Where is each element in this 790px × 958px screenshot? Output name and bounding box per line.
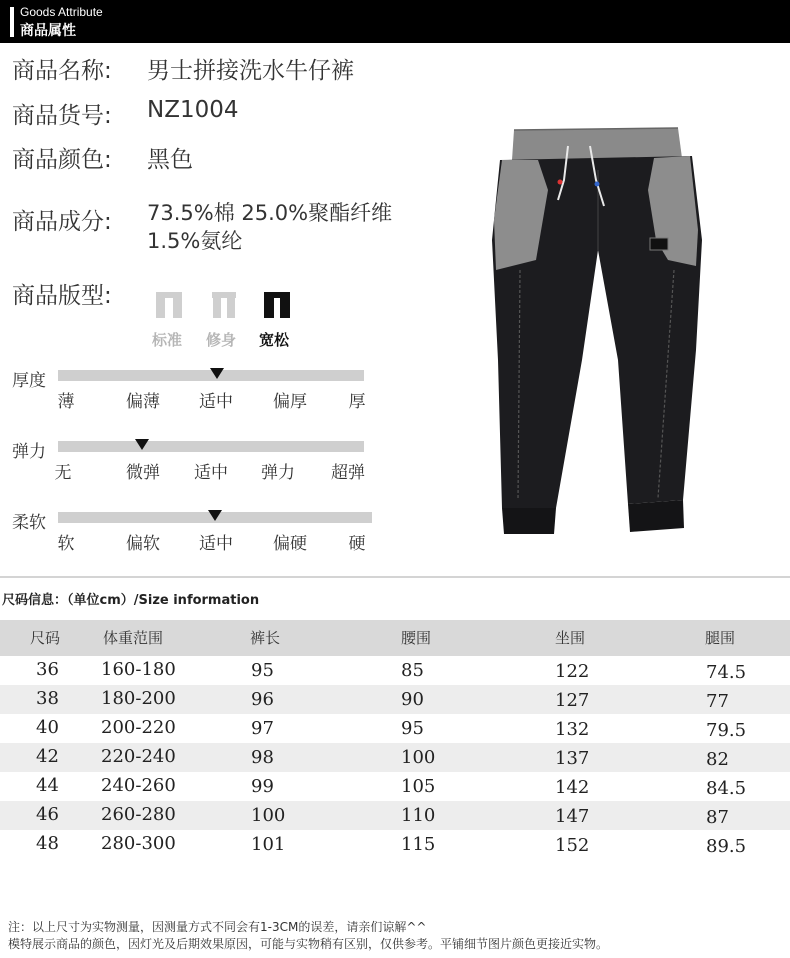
table-cell: 200-220 <box>101 717 176 738</box>
table-cell: 142 <box>555 777 590 798</box>
table-cell: 100 <box>401 747 436 768</box>
scale-softness-tick: 偏软 <box>126 534 160 554</box>
attr-material-row <box>12 197 412 257</box>
scale-elasticity-title: 弹力 <box>12 442 46 462</box>
size-table-header-cell: 坐围 <box>555 629 586 647</box>
table-cell: 99 <box>251 776 274 797</box>
attr-color-value: 黑色 <box>147 147 193 173</box>
table-cell: 152 <box>555 835 590 856</box>
fit-standard-icon <box>156 292 182 318</box>
header-title-cn: 商品属性 <box>20 23 76 39</box>
section-header <box>0 0 790 43</box>
scale-elasticity-tick: 无 <box>54 463 72 483</box>
table-cell: 240-260 <box>101 775 176 796</box>
scale-thickness-tick: 偏厚 <box>273 392 307 412</box>
scale-thickness-tick: 适中 <box>199 392 233 412</box>
table-cell: 127 <box>555 690 590 711</box>
fit-slim-icon <box>211 292 237 318</box>
fit-loose-icon <box>264 292 290 318</box>
table-cell: 147 <box>555 806 590 827</box>
table-cell: 220-240 <box>101 746 176 767</box>
table-cell: 95 <box>401 718 424 739</box>
scale-softness-tick: 偏硬 <box>273 534 307 554</box>
table-cell: 97 <box>251 718 274 739</box>
table-cell: 74.5 <box>706 662 747 683</box>
attr-material-value-1: 73.5%棉 25.0%聚酯纤维 <box>147 201 393 225</box>
header-accent-bar <box>10 7 14 37</box>
table-cell: 280-300 <box>101 833 176 854</box>
attr-material-label: 商品成分: <box>12 209 112 235</box>
size-table-header-cell: 尺码 <box>30 629 61 647</box>
section-divider <box>0 576 790 578</box>
fit-label-standard: 标准 <box>152 331 183 349</box>
table-row <box>0 743 790 772</box>
table-cell: 85 <box>401 660 424 681</box>
scale-softness-tick: 软 <box>57 534 75 554</box>
table-cell: 115 <box>401 834 436 855</box>
scale-thickness-tick: 薄 <box>57 392 75 412</box>
scale-elasticity-tick: 适中 <box>194 463 228 483</box>
table-cell: 105 <box>401 776 436 797</box>
scale-softness-title: 柔软 <box>12 513 46 533</box>
table-cell: 90 <box>401 689 424 710</box>
table-cell: 38 <box>36 688 59 709</box>
table-cell: 180-200 <box>101 688 176 709</box>
scale-elasticity-marker <box>135 439 149 450</box>
table-cell: 95 <box>251 660 274 681</box>
scale-softness-tick: 硬 <box>348 534 366 554</box>
table-cell: 122 <box>555 661 590 682</box>
table-cell: 160-180 <box>101 659 176 680</box>
attr-name-value: 男士拼接洗水牛仔裤 <box>147 58 354 84</box>
table-cell: 137 <box>555 748 590 769</box>
size-info-title: 尺码信息：（单位cm）/Size information <box>2 593 260 608</box>
table-row <box>0 714 790 743</box>
table-cell: 101 <box>251 834 286 855</box>
scale-elasticity-tick: 弹力 <box>261 463 295 483</box>
fit-label-loose: 宽松 <box>259 331 290 349</box>
scale-thickness-tick: 厚 <box>348 392 366 412</box>
scale-elasticity-tick: 超弹 <box>331 463 365 483</box>
scale-thickness-tick: 偏薄 <box>126 392 160 412</box>
fit-label-slim: 修身 <box>206 331 237 349</box>
table-row <box>0 772 790 801</box>
table-cell: 40 <box>36 717 59 738</box>
table-cell: 77 <box>706 691 729 712</box>
table-cell: 82 <box>706 749 729 770</box>
table-row <box>0 656 790 685</box>
size-table-header-cell: 裤长 <box>250 629 281 647</box>
table-cell: 98 <box>251 747 274 768</box>
scale-softness-marker <box>208 510 222 521</box>
scale-thickness-title: 厚度 <box>12 371 46 391</box>
table-row <box>0 685 790 714</box>
table-cell: 100 <box>251 805 286 826</box>
scale-elasticity-bar <box>58 441 364 452</box>
product-jeans-image <box>478 120 710 540</box>
attr-color-label: 商品颜色: <box>12 147 112 173</box>
table-cell: 48 <box>36 833 59 854</box>
scale-softness-tick: 适中 <box>199 534 233 554</box>
scale-elasticity-tick: 微弹 <box>126 463 160 483</box>
table-cell: 89.5 <box>706 836 747 857</box>
table-row <box>0 830 790 859</box>
size-table-header-cell: 体重范围 <box>103 629 164 647</box>
footnote-measurement: 注：以上尺寸为实物测量，因测量方式不同会有1-3CM的误差，请亲们谅解^^ <box>8 920 427 934</box>
table-cell: 46 <box>36 804 59 825</box>
table-cell: 79.5 <box>706 720 747 741</box>
table-cell: 132 <box>555 719 590 740</box>
table-row <box>0 801 790 830</box>
table-cell: 96 <box>251 689 274 710</box>
table-cell: 36 <box>36 659 59 680</box>
footnote-color: 模特展示商品的颜色，因灯光及后期效果原因，可能与实物稍有区别，仅供参考。平铺细节图片颜色更接近实物。 <box>8 937 609 951</box>
header-title-en: Goods Attribute <box>20 5 103 19</box>
table-cell: 44 <box>36 775 59 796</box>
size-table-header-cell: 腰围 <box>401 629 432 647</box>
table-cell: 87 <box>706 807 729 828</box>
attr-code-label: 商品货号: <box>12 103 112 129</box>
attr-material-value-2: 1.5%氨纶 <box>147 229 243 253</box>
scale-thickness-marker <box>210 368 224 379</box>
attr-fit-label: 商品版型: <box>12 283 112 309</box>
attr-code-value: NZ1004 <box>147 97 239 123</box>
attr-name-label: 商品名称: <box>12 58 112 84</box>
table-cell: 110 <box>401 805 436 826</box>
table-cell: 42 <box>36 746 59 767</box>
size-table-header-cell: 腿围 <box>705 629 736 647</box>
table-cell: 260-280 <box>101 804 176 825</box>
table-cell: 84.5 <box>706 778 747 799</box>
